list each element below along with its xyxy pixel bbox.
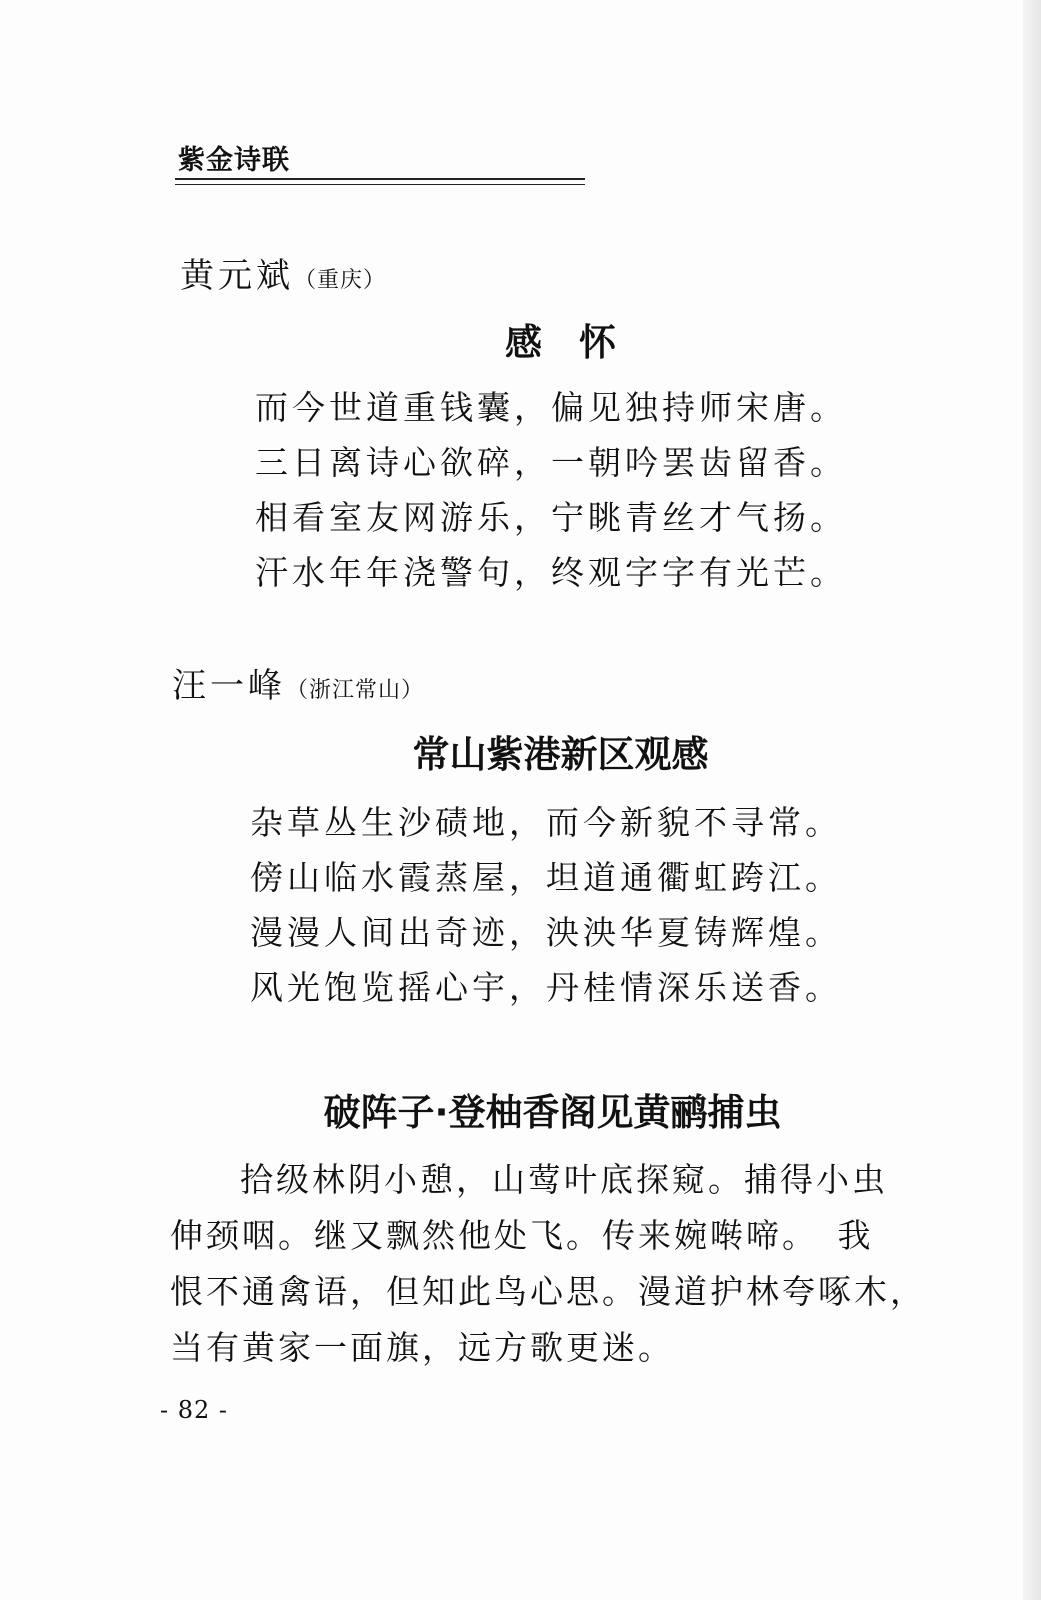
poem-body-1 bbox=[255, 380, 895, 600]
poem-line: 汗水年年浇警句，终观字字有光芒。 bbox=[255, 553, 847, 592]
poem-line: 三日离诗心欲碎，一朝吟罢齿留香。 bbox=[255, 443, 847, 482]
poem-line: 相看室友网游乐，宁眺青丝才气扬。 bbox=[255, 498, 847, 537]
page-edge bbox=[1023, 0, 1041, 1600]
header-rule-thin bbox=[175, 184, 585, 185]
poem-title-2: 常山紫港新区观感 bbox=[412, 733, 709, 776]
poem-line: 杂草丛生沙碛地，而今新貌不寻常。 bbox=[250, 803, 842, 842]
poem-line: 风光饱览摇心宇，丹桂情深乐送香。 bbox=[250, 968, 842, 1007]
ci-title: 破阵子·登柚香阁见黄鹂捕虫 bbox=[323, 1091, 782, 1134]
poem-body-2 bbox=[250, 795, 890, 1015]
poem-title-1: 感 怀 bbox=[505, 321, 616, 364]
ci-body bbox=[170, 1152, 960, 1376]
poem-line: 漫漫人间出奇迹，泱泱华夏铸辉煌。 bbox=[250, 913, 842, 952]
poem-line: 傍山临水霞蒸屋，坦道通衢虹跨江。 bbox=[250, 858, 842, 897]
page-number: - 82 - bbox=[160, 1396, 229, 1424]
ci-line: 伸颈咽。继又飘然他处飞。传来婉啭啼。 我 bbox=[170, 1216, 874, 1255]
running-head: 紫金诗联 bbox=[178, 145, 290, 176]
ci-line: 当有黄家一面旗，远方歌更迷。 bbox=[170, 1328, 674, 1367]
author-line-1 bbox=[180, 248, 386, 297]
author-name: 黄元斌 bbox=[180, 256, 294, 296]
author-name: 汪一峰 bbox=[172, 666, 286, 706]
ci-line: 恨不通禽语，但知此鸟心思。漫道护林夸啄木， bbox=[170, 1272, 926, 1311]
author-line-2 bbox=[172, 658, 424, 707]
author-place: （浙江常山） bbox=[286, 678, 425, 703]
header-rule bbox=[175, 178, 585, 180]
ci-line: 拾级林阴小憩，山莺叶底探窥。捕得小虫 bbox=[240, 1160, 888, 1199]
poem-line: 而今世道重钱囊，偏见独持师宋唐。 bbox=[255, 388, 847, 427]
author-place: （重庆） bbox=[294, 268, 387, 293]
